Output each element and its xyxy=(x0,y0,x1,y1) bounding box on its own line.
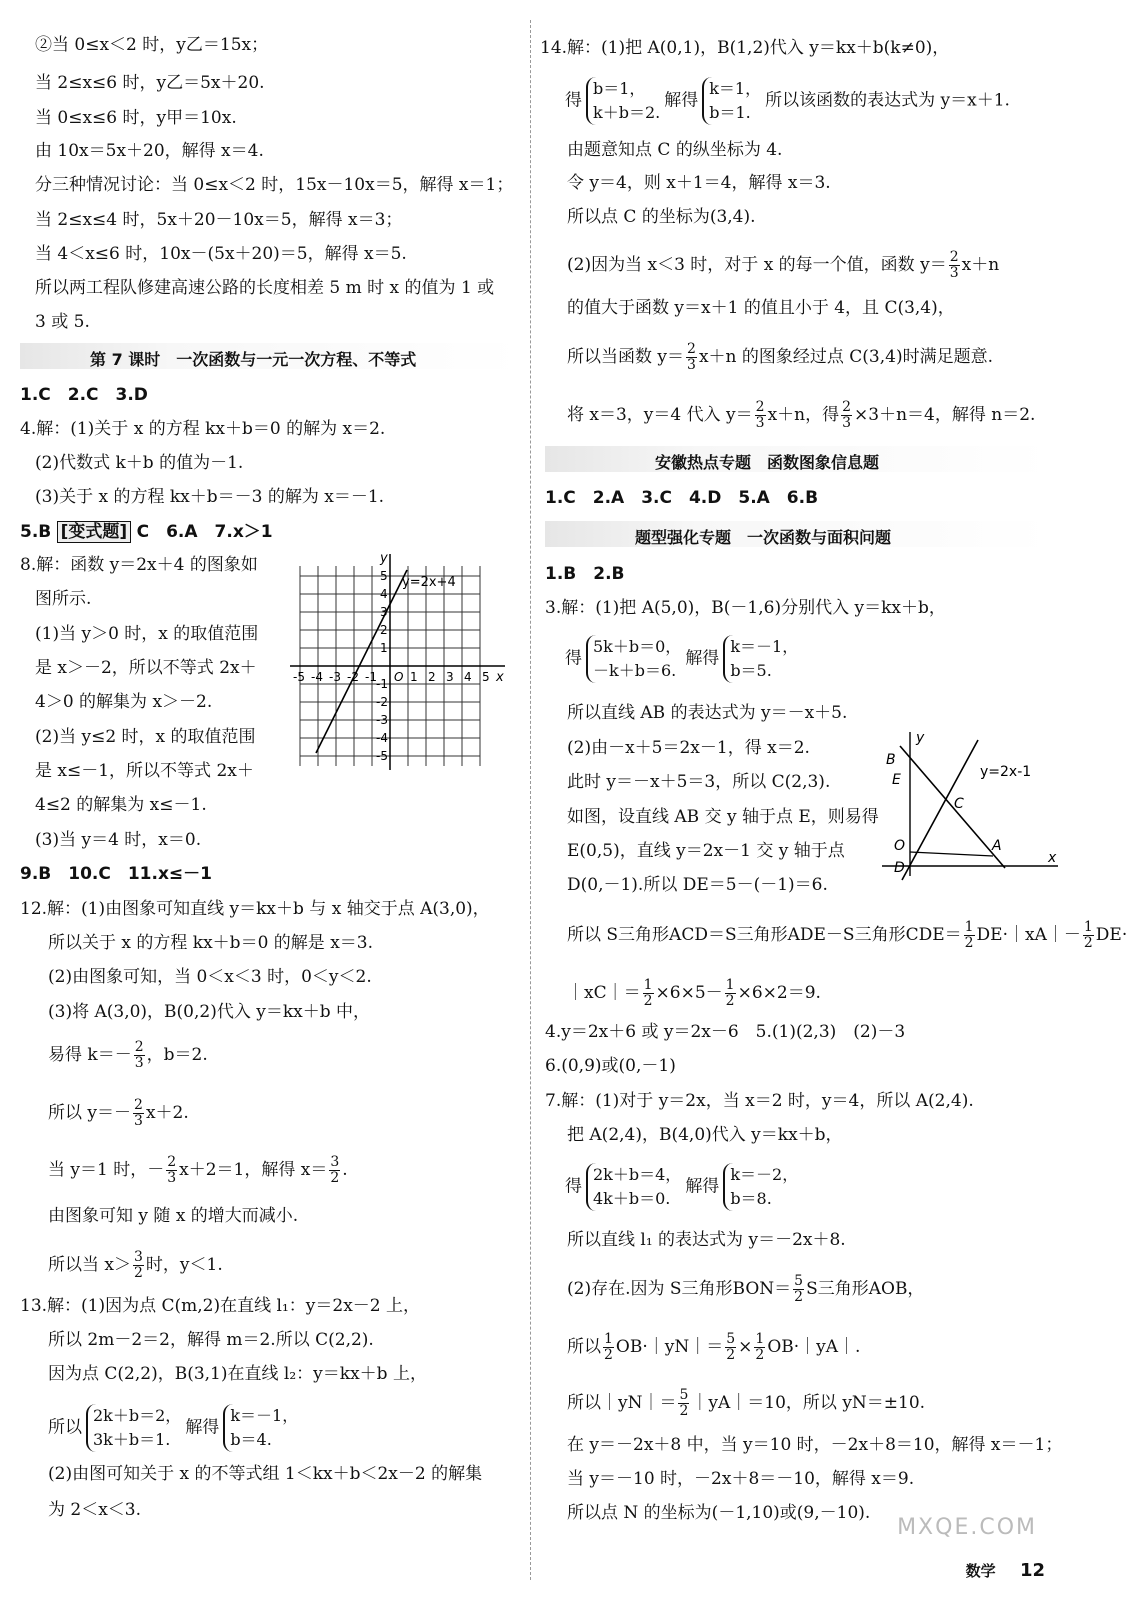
equation: 4k＋b＝0. xyxy=(593,1189,671,1208)
variant-tag: [变式题] xyxy=(57,521,132,543)
text-line: 因为点 C(2,2)，B(3,1)在直线 l₂：y＝kx＋b 上， xyxy=(48,1364,427,1384)
tick-label: -1 xyxy=(365,670,377,684)
numerator: 1 xyxy=(643,977,653,993)
answer-line: 1.C 2.A 3.C 4.D 5.A 6.B xyxy=(545,488,819,508)
text-line: 如图，设直线 AB 交 y 轴于点 E，则易得 xyxy=(567,807,879,827)
formula-line xyxy=(567,1332,860,1363)
text: 解得 xyxy=(664,90,699,111)
text-line: 7.解：(1)对于 y＝2x，当 x＝2 时，y＝4，所以 A(2,4). xyxy=(545,1091,974,1111)
line-label: y=2x-1 xyxy=(980,764,1032,780)
tick-label: 3 xyxy=(380,605,388,619)
y-axis-label: y xyxy=(380,551,388,566)
text-line: 当 2≤x≤6 时，y乙＝5x＋20. xyxy=(35,73,265,93)
equation: b＝8. xyxy=(730,1189,772,1208)
text: OB·｜yA｜. xyxy=(767,1337,861,1357)
denominator: 3 xyxy=(949,265,959,281)
fraction xyxy=(725,978,736,1009)
text: 解得 xyxy=(685,1176,720,1197)
denominator: 3 xyxy=(755,415,765,431)
text: x＋n xyxy=(961,255,1000,275)
tick-label: -3 xyxy=(376,713,388,727)
fraction xyxy=(793,1274,804,1305)
text: 易得 k＝－ xyxy=(48,1045,132,1065)
denominator: 2 xyxy=(679,1403,689,1419)
fraction xyxy=(686,342,697,373)
formula-line xyxy=(567,920,1127,951)
page-number: 12 xyxy=(1019,1560,1045,1581)
text-line: 的值大于函数 y＝x＋1 的值且小于 4，且 C(3,4)， xyxy=(567,298,955,318)
fraction xyxy=(643,978,654,1009)
numerator: 2 xyxy=(167,1154,177,1170)
tick-label: -5 xyxy=(376,749,388,763)
equation: k＝1， xyxy=(709,79,762,98)
origin-label: O xyxy=(894,838,906,854)
equation: 2k＋b＝4， xyxy=(593,1165,682,1184)
fraction xyxy=(725,1332,736,1363)
text: ×6×2＝9. xyxy=(737,983,821,1003)
text-line: 由题意知点 C 的纵坐标为 4. xyxy=(567,140,783,160)
tick-label: -4 xyxy=(311,670,323,684)
text-line: 当 0≤x≤6 时，y甲＝10x. xyxy=(35,108,237,128)
function-graph xyxy=(290,548,515,773)
equation: k＝－1， xyxy=(730,637,799,656)
text-line: 13.解：(1)因为点 C(m,2)在直线 l₁：y＝2x－2 上， xyxy=(20,1296,421,1316)
text: ｜xC｜＝ xyxy=(567,983,641,1003)
fraction xyxy=(949,250,960,281)
tick-label: -4 xyxy=(376,731,388,745)
origin-label: O xyxy=(394,670,404,684)
text-line: ②当 0≤x＜2 时，y乙＝15x； xyxy=(35,35,269,55)
fraction xyxy=(166,1155,177,1186)
text-line: 12.解：(1)由图象可知直线 y＝kx＋b 与 x 轴交于点 A(3,0)， xyxy=(20,899,490,919)
text: 所以｜yN｜＝ xyxy=(567,1393,677,1413)
formula-line xyxy=(567,978,821,1009)
text-line: E(0,5)，直线 y＝2x－1 交 y 轴于点 xyxy=(567,841,845,861)
denominator: 3 xyxy=(134,1113,143,1129)
denominator: 2 xyxy=(726,1347,736,1363)
numerator: 2 xyxy=(842,399,852,415)
text: 得 xyxy=(565,90,582,111)
equation: b＝4. xyxy=(230,1430,272,1449)
page-footer xyxy=(966,1560,1045,1581)
numerator: 1 xyxy=(1083,919,1093,935)
text-line: 由 10x＝5x＋20，解得 x＝4. xyxy=(35,141,264,161)
text-line: 当 4＜x≤6 时，10x－(5x＋20)＝5，解得 x＝5. xyxy=(35,244,407,264)
denominator: 2 xyxy=(964,935,974,951)
numerator: 2 xyxy=(687,341,696,357)
equation: 2k＋b＝2， xyxy=(93,1406,182,1425)
equation: 3k＋b＝1. xyxy=(93,1430,171,1449)
text: . xyxy=(342,1160,348,1180)
fraction xyxy=(329,1155,340,1186)
tick-label: -2 xyxy=(347,670,359,684)
numerator: 2 xyxy=(134,1097,143,1113)
text: 当 y＝1 时，－ xyxy=(48,1160,165,1180)
text-line: (2)由－x＋5＝2x－1，得 x＝2. xyxy=(567,738,810,758)
tick-label: 2 xyxy=(428,670,436,684)
subject-label: 数学 xyxy=(965,1562,996,1580)
text: 所以 xyxy=(48,1417,82,1438)
formula-line xyxy=(48,1155,348,1186)
formula-line xyxy=(48,1250,223,1281)
text: ×3＋n＝4，解得 n＝2. xyxy=(854,405,1036,425)
fraction xyxy=(754,1332,765,1363)
numerator: 2 xyxy=(134,1039,144,1055)
text: ｜yA｜＝10，所以 yN＝±10. xyxy=(691,1393,926,1413)
denominator: 2 xyxy=(755,1347,765,1363)
fraction xyxy=(134,1040,145,1071)
tick-label: 3 xyxy=(446,670,454,684)
equation: －k＋b＝6. xyxy=(593,661,677,680)
text: x＋2. xyxy=(145,1103,189,1123)
text: 所以该函数的表达式为 y＝x＋1. xyxy=(765,90,1010,111)
text: 解得 xyxy=(685,648,720,669)
text-line: 8.解：函数 y＝2x＋4 的图象如 xyxy=(20,555,258,575)
numerator: 2 xyxy=(949,249,959,265)
equation: b＝1. xyxy=(709,103,751,122)
denominator: 2 xyxy=(604,1347,613,1363)
text: ×6×5－ xyxy=(655,983,723,1003)
section-heading: 题型强化专题 一次函数与面积问题 xyxy=(635,528,892,547)
fraction xyxy=(133,1098,144,1129)
numerator: 1 xyxy=(604,1331,613,1347)
point-E-label: E xyxy=(892,772,901,788)
denominator: 2 xyxy=(794,1289,804,1305)
text-line: 4.解：(1)关于 x 的方程 kx＋b＝0 的解为 x＝2. xyxy=(20,419,386,439)
text-line: 所以点 C 的坐标为(3,4). xyxy=(567,207,756,227)
answer-line: 6.(0,9)或(0,－1) xyxy=(545,1056,676,1076)
text-line: 所以两工程队修建高速公路的长度相差 5 m 时 x 的值为 1 或 xyxy=(35,278,495,298)
equation: k＋b＝2. xyxy=(593,103,661,122)
text-line: (2)当 y≤2 时，x 的取值范围 xyxy=(35,727,256,747)
point-C-label: C xyxy=(954,796,964,812)
text-line: 3.解：(1)把 A(5,0)，B(－1,6)分别代入 y＝kx＋b， xyxy=(545,598,946,618)
area-figure xyxy=(880,728,1060,878)
text-line: 4＞0 的解集为 x＞－2. xyxy=(35,692,213,712)
formula-line xyxy=(567,400,1035,431)
text: S三角形AOB， xyxy=(806,1279,925,1299)
answer-5: 5.B xyxy=(20,522,52,542)
text-line: 所以点 N 的坐标为(－1,10)或(9,－10). xyxy=(567,1503,871,1523)
fraction xyxy=(678,1388,689,1419)
numerator: 1 xyxy=(755,1331,765,1347)
tick-label: 2 xyxy=(380,623,388,637)
equation: b＝1， xyxy=(593,79,646,98)
equation-system xyxy=(586,77,660,125)
text-line: 所以关于 x 的方程 kx＋b＝0 的解是 x＝3. xyxy=(48,933,373,953)
denominator: 2 xyxy=(725,993,735,1009)
tick-label: 4 xyxy=(380,587,388,601)
text-line: 所以直线 AB 的表达式为 y＝－x＋5. xyxy=(567,703,848,723)
point-D-label: D xyxy=(894,860,905,876)
column-divider xyxy=(530,20,531,1580)
formula-line xyxy=(48,1040,208,1071)
text: 所以当函数 y＝ xyxy=(567,347,685,367)
formula-line xyxy=(567,1388,925,1419)
numerator: 3 xyxy=(330,1154,340,1170)
formula-line xyxy=(567,1274,924,1305)
equation-system xyxy=(586,1163,681,1211)
answer-line: 4.y＝2x＋6 或 y＝2x－6 5.(1)(2,3) (2)－3 xyxy=(545,1022,906,1042)
text-line: D(0,－1).所以 DE＝5－(－1)＝6. xyxy=(567,875,828,895)
text: (2)存在.因为 S三角形BON＝ xyxy=(567,1279,792,1299)
text-line: 4≤2 的解集为 x≤－1. xyxy=(35,795,207,815)
tick-label: 1 xyxy=(410,670,418,684)
text: 将 x＝3，y＝4 代入 y＝ xyxy=(567,405,753,425)
equation-system-line xyxy=(48,1404,302,1452)
equation-system-line xyxy=(565,1163,802,1211)
equation-system xyxy=(723,635,798,683)
formula-line xyxy=(48,1098,189,1129)
text-line: (3)将 A(3,0)，B(0,2)代入 y＝kx＋b 中， xyxy=(48,1002,371,1022)
numerator: 5 xyxy=(726,1331,736,1347)
tick-label: -2 xyxy=(376,695,388,709)
tick-label: 5 xyxy=(482,670,490,684)
denominator: 3 xyxy=(687,357,696,373)
text: 时，y＜1. xyxy=(145,1255,223,1275)
equation-system xyxy=(223,1404,298,1452)
text: DE· xyxy=(1095,925,1127,945)
tick-label: -1 xyxy=(376,677,388,691)
equation-system xyxy=(702,77,761,125)
text-line: (1)当 y＞0 时，x 的取值范围 xyxy=(35,624,259,644)
denominator: 3 xyxy=(167,1170,177,1186)
denominator: 3 xyxy=(134,1055,144,1071)
text: x＋2＝1，解得 x＝ xyxy=(179,1160,328,1180)
formula-line xyxy=(567,250,999,281)
text-line: 14.解：(1)把 A(0,1)，B(1,2)代入 y＝kx＋b(k≠0)， xyxy=(540,38,950,58)
text-line: (2)由图可知关于 x 的不等式组 1＜kx＋b＜2x－2 的解集 xyxy=(48,1464,483,1484)
answer-line: 1.C 2.C 3.D xyxy=(20,385,148,405)
text: × xyxy=(738,1337,753,1357)
text-line: (2)代数式 k＋b 的值为－1. xyxy=(35,453,244,473)
tick-label: -3 xyxy=(329,670,341,684)
tick-label: 5 xyxy=(380,569,388,583)
tick-label: 4 xyxy=(464,670,472,684)
text: x＋n 的图象经过点 C(3,4)时满足题意. xyxy=(698,347,993,367)
text: 所以 y＝－ xyxy=(48,1103,132,1123)
answer-6-7: C 6.A 7.x＞1 xyxy=(136,522,273,542)
text-line: (3)关于 x 的方程 kx＋b＝－3 的解为 x＝－1. xyxy=(35,487,385,507)
point-A-label: A xyxy=(992,838,1002,854)
text-line: 由图象可知 y 随 x 的增大而减小. xyxy=(48,1206,299,1226)
equation: k＝－1， xyxy=(230,1406,299,1425)
text: 解得 xyxy=(185,1417,220,1438)
text: DE·｜xA｜－ xyxy=(976,925,1081,945)
text-line: 把 A(2,4)，B(4,0)代入 y＝kx＋b， xyxy=(567,1125,843,1145)
text-line: 当 2≤x≤4 时，5x＋20－10x＝5，解得 x＝3； xyxy=(35,210,403,230)
equation-system-line xyxy=(565,77,1010,125)
fraction xyxy=(964,920,975,951)
denominator: 2 xyxy=(134,1265,143,1281)
fraction xyxy=(133,1250,144,1281)
answer-line xyxy=(20,521,273,543)
denominator: 2 xyxy=(330,1170,340,1186)
text-line: 图所示. xyxy=(35,589,92,609)
text-line: (3)当 y＝4 时，x＝0. xyxy=(35,830,202,850)
text-line: 此时 y＝－x＋5＝3，所以 C(2,3). xyxy=(567,772,831,792)
text: ，b＝2. xyxy=(146,1045,208,1065)
y-label: y xyxy=(916,730,925,746)
section-heading: 安徽热点专题 函数图象信息题 xyxy=(655,453,880,472)
denominator: 2 xyxy=(643,993,653,1009)
section-heading: 第 7 课时 一次函数与一元一次方程、不等式 xyxy=(90,350,417,369)
equation: k＝－2， xyxy=(730,1165,799,1184)
text: OB·｜yN｜＝ xyxy=(615,1337,724,1357)
graph-line-label: y=2x+4 xyxy=(402,575,456,590)
text-line: 是 x＞－2，所以不等式 2x＋ xyxy=(35,658,257,678)
text-line: 当 y＝－10 时，－2x＋8＝－10，解得 x＝9. xyxy=(567,1469,915,1489)
numerator: 5 xyxy=(679,1387,689,1403)
answer-line: 9.B 10.C 11.x≤－1 xyxy=(20,864,212,884)
text: x＋n，得 xyxy=(767,405,840,425)
numerator: 3 xyxy=(134,1249,143,1265)
text-line: 令 y＝4，则 x＋1＝4，解得 x＝3. xyxy=(567,173,831,193)
answer-line: 1.B 2.B xyxy=(545,564,625,584)
text-line: 是 x≤－1，所以不等式 2x＋ xyxy=(35,761,254,781)
segment-AD xyxy=(910,852,993,856)
fraction xyxy=(755,400,766,431)
text-line: 3 或 5. xyxy=(35,312,90,332)
text: 得 xyxy=(565,1176,582,1197)
text: 所以 S三角形ACD＝S三角形ADE－S三角形CDE＝ xyxy=(567,925,962,945)
equation-system xyxy=(723,1163,798,1211)
tick-label: 1 xyxy=(380,641,388,655)
fraction xyxy=(841,400,852,431)
text-line: 所以直线 l₁ 的表达式为 y＝－2x＋8. xyxy=(567,1230,846,1250)
line-y2x4 xyxy=(316,570,407,753)
formula-line xyxy=(567,342,993,373)
numerator: 1 xyxy=(725,977,735,993)
watermark: MXQE.COM xyxy=(897,1515,1037,1540)
point-B-label: B xyxy=(886,752,896,768)
text-line: 为 2＜x＜3. xyxy=(48,1500,142,1520)
numerator: 2 xyxy=(755,399,765,415)
fraction xyxy=(1083,920,1094,951)
text-line: 分三种情况讨论：当 0≤x＜2 时，15x－10x＝5，解得 x＝1； xyxy=(35,175,514,195)
equation-system xyxy=(86,1404,181,1452)
denominator: 2 xyxy=(1083,935,1093,951)
denominator: 3 xyxy=(842,415,852,431)
text: 所以当 x＞ xyxy=(48,1255,131,1275)
text-line: 在 y＝－2x＋8 中，当 y＝10 时，－2x＋8＝10，解得 x＝－1； xyxy=(567,1435,1063,1455)
numerator: 1 xyxy=(964,919,974,935)
equation: b＝5. xyxy=(730,661,772,680)
text: (2)因为当 x＜3 时，对于 x 的每一个值，函数 y＝ xyxy=(567,255,947,275)
equation-system-line xyxy=(565,635,802,683)
numerator: 5 xyxy=(794,1273,804,1289)
x-label: x xyxy=(1048,850,1057,866)
text-line: 所以 2m－2＝2，解得 m＝2.所以 C(2,2). xyxy=(48,1330,374,1350)
tick-label: -5 xyxy=(293,670,305,684)
text: 所以 xyxy=(567,1337,601,1357)
equation: 5k＋b＝0， xyxy=(593,637,682,656)
x-axis-label: x xyxy=(496,670,504,685)
equation-system xyxy=(586,635,681,683)
fraction xyxy=(603,1332,614,1363)
text-line: (2)由图象可知，当 0＜x＜3 时，0＜y＜2. xyxy=(48,967,372,987)
text: 得 xyxy=(565,648,582,669)
